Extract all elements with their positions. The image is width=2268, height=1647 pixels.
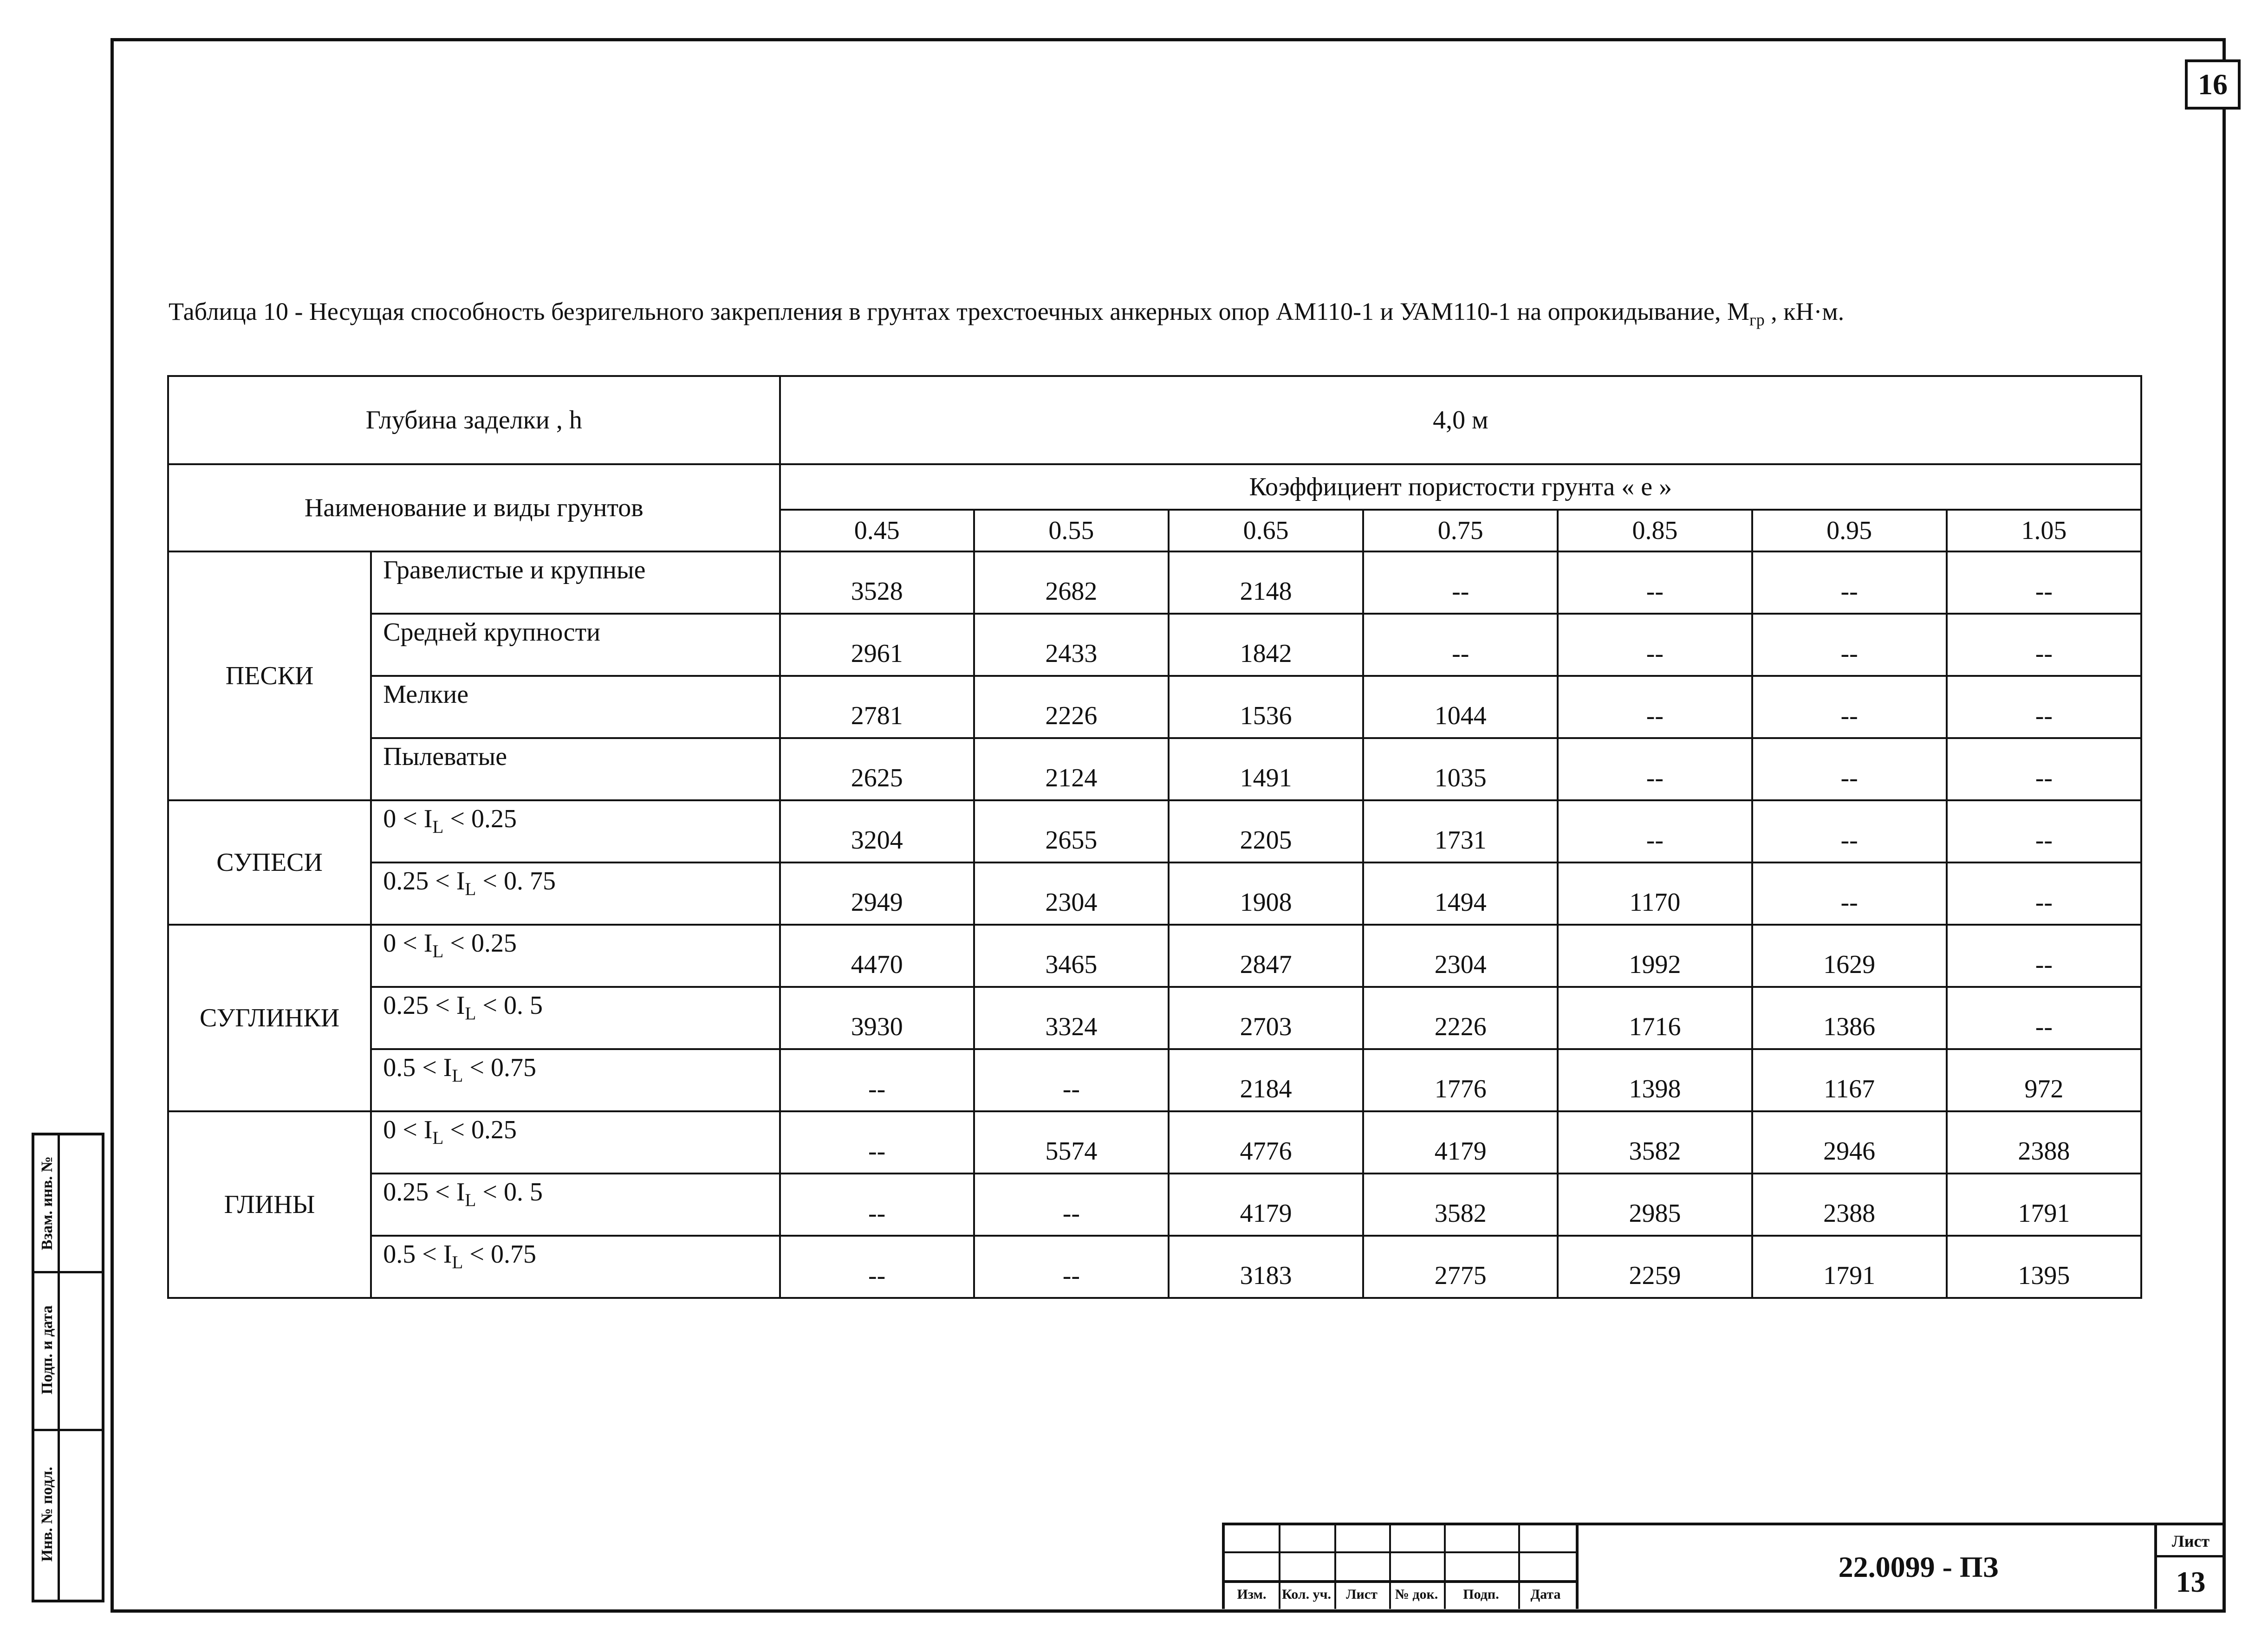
value-cell: 1386 [1752, 987, 1947, 1049]
caption-text: Таблица 10 - Несущая способность безригельного закрепления в грунтах трехстоечных анкерных опор АМ110-1 и УАМ110-1 на опрокидывание, М [169, 298, 1750, 325]
value-cell: 1398 [1558, 1049, 1752, 1111]
soil-type-label: Пылеватые [371, 738, 780, 800]
table-row [168, 551, 2141, 614]
qty-label: Кол. уч. [1281, 1587, 1332, 1602]
value-cell: -- [1752, 676, 1947, 738]
value-cell: -- [1752, 800, 1947, 862]
value-cell: -- [1947, 800, 2141, 862]
value-cell: -- [780, 1111, 974, 1174]
value-cell: 4179 [1363, 1111, 1558, 1174]
value-cell: -- [1558, 614, 1752, 676]
value-cell: 4776 [1169, 1111, 1363, 1174]
value-cell: 1791 [1947, 1174, 2141, 1236]
range-subscript: L [432, 817, 444, 837]
soil-group-name: СУГЛИНКИ [168, 925, 371, 1111]
value-cell: 2781 [780, 676, 974, 738]
value-cell: -- [1558, 738, 1752, 800]
sheet-box [2154, 1525, 2224, 1609]
value-cell: -- [1947, 925, 2141, 987]
table-row [168, 1236, 2141, 1298]
value-cell: 1791 [1752, 1236, 1947, 1298]
value-cell: -- [1752, 551, 1947, 614]
value-cell: 3582 [1363, 1174, 1558, 1236]
soil-type-label: Средней крупности [371, 614, 780, 676]
range-subscript: L [452, 1252, 463, 1273]
value-cell: 2847 [1169, 925, 1363, 987]
range-subscript: L [465, 879, 476, 900]
coef-cell: 0.85 [1558, 510, 1752, 551]
value-cell: -- [1752, 614, 1947, 676]
table-row [168, 1049, 2141, 1111]
value-cell: -- [1947, 987, 2141, 1049]
soil-type-label [371, 1111, 780, 1174]
value-cell: 1842 [1169, 614, 1363, 676]
soil-type-label: Мелкие [371, 676, 780, 738]
value-cell: 3324 [974, 987, 1169, 1049]
document-code: 22.0099 - ПЗ [1838, 1550, 1999, 1583]
value-cell: 5574 [974, 1111, 1169, 1174]
table-caption [169, 297, 1844, 330]
range-subscript: L [465, 1190, 476, 1211]
value-cell: 1044 [1363, 676, 1558, 738]
value-cell: -- [780, 1049, 974, 1111]
value-cell: 1395 [1947, 1236, 2141, 1298]
value-cell: -- [974, 1174, 1169, 1236]
range-prefix: 0 < I [383, 929, 433, 958]
value-cell: 2148 [1169, 551, 1363, 614]
value-cell: 3930 [780, 987, 974, 1049]
value-cell: -- [1363, 614, 1558, 676]
caption-subscript: гр [1749, 310, 1765, 329]
value-cell: 1629 [1752, 925, 1947, 987]
rev-label: Изм. [1237, 1587, 1267, 1602]
coef-cell: 0.55 [974, 510, 1169, 551]
soil-type-label [371, 862, 780, 925]
soil-group-name: ГЛИНЫ [168, 1111, 371, 1298]
value-cell: -- [1752, 862, 1947, 925]
range-subscript: L [465, 1004, 476, 1024]
value-cell: 2304 [1363, 925, 1558, 987]
value-cell: 1035 [1363, 738, 1558, 800]
value-cell: -- [1752, 738, 1947, 800]
value-cell: 2985 [1558, 1174, 1752, 1236]
range-prefix: 0.25 < I [383, 867, 465, 895]
table-row [168, 925, 2141, 987]
value-cell: 4470 [780, 925, 974, 987]
value-cell: 1992 [1558, 925, 1752, 987]
sheet-number: 13 [2176, 1565, 2206, 1598]
range-suffix: < 0.25 [443, 804, 517, 833]
value-cell: 2433 [974, 614, 1169, 676]
value-cell: 972 [1947, 1049, 2141, 1111]
table-row [168, 800, 2141, 862]
table-row [168, 676, 2141, 738]
value-cell: 1491 [1169, 738, 1363, 800]
signature-label: Подп. [1463, 1587, 1499, 1602]
grid-line [1225, 1551, 1576, 1553]
soil-type-label [371, 925, 780, 987]
table-row [168, 738, 2141, 800]
date-label: Дата [1530, 1587, 1561, 1602]
value-cell: 2304 [974, 862, 1169, 925]
value-cell: 2184 [1169, 1049, 1363, 1111]
range-suffix: < 0.75 [463, 1240, 536, 1269]
value-cell: 1776 [1363, 1049, 1558, 1111]
value-cell: 2949 [780, 862, 974, 925]
value-cell: -- [974, 1236, 1169, 1298]
value-cell: -- [1947, 551, 2141, 614]
value-cell: -- [780, 1174, 974, 1236]
soil-type-label [371, 987, 780, 1049]
revision-grid [1222, 1525, 1579, 1609]
depth-label: Глубина заделки , h [168, 376, 780, 464]
range-suffix: < 0. 5 [476, 991, 543, 1020]
value-cell: -- [1558, 800, 1752, 862]
soil-group-name: ПЕСКИ [168, 551, 371, 800]
sheet-col-label: Лист [1346, 1587, 1378, 1602]
value-cell: -- [1947, 614, 2141, 676]
value-cell: 1716 [1558, 987, 1752, 1049]
range-prefix: 0.25 < I [383, 991, 465, 1020]
soil-group-name: СУПЕСИ [168, 800, 371, 925]
coef-header-row [168, 464, 2141, 510]
coef-cell: 0.95 [1752, 510, 1947, 551]
value-cell: 4179 [1169, 1174, 1363, 1236]
table-row [168, 862, 2141, 925]
value-cell: 2703 [1169, 987, 1363, 1049]
coef-cell: 0.75 [1363, 510, 1558, 551]
sheet-label: Лист [2157, 1527, 2224, 1557]
original-inventory-label: Инв. № подл. [39, 1466, 56, 1562]
value-cell: 2775 [1363, 1236, 1558, 1298]
coef-header: Коэффициент пористости грунта « е » [780, 464, 2141, 510]
value-cell: 2961 [780, 614, 974, 676]
value-cell: 1170 [1558, 862, 1752, 925]
value-cell: 2682 [974, 551, 1169, 614]
value-cell: 3528 [780, 551, 974, 614]
range-suffix: < 0.25 [443, 1115, 517, 1144]
side-stamp [32, 1133, 104, 1602]
range-suffix: < 0.75 [463, 1053, 536, 1082]
value-cell: 1494 [1363, 862, 1558, 925]
soil-type-label [371, 1236, 780, 1298]
value-cell: 2388 [1947, 1111, 2141, 1174]
table-row [168, 1174, 2141, 1236]
value-cell: 2946 [1752, 1111, 1947, 1174]
value-cell: 2226 [1363, 987, 1558, 1049]
coef-cell: 0.65 [1169, 510, 1363, 551]
table-row [168, 614, 2141, 676]
value-cell: 3465 [974, 925, 1169, 987]
value-cell: -- [974, 1049, 1169, 1111]
value-cell: -- [1558, 551, 1752, 614]
value-cell: -- [1947, 676, 2141, 738]
value-cell: 2124 [974, 738, 1169, 800]
value-cell: 3582 [1558, 1111, 1752, 1174]
soil-type-label [371, 800, 780, 862]
signature-date-label: Подп. и дата [39, 1305, 56, 1394]
depth-row [168, 376, 2141, 464]
coef-cell: 1.05 [1947, 510, 2141, 551]
table-row [168, 1111, 2141, 1174]
range-suffix: < 0.25 [443, 929, 517, 958]
range-suffix: < 0. 75 [476, 867, 556, 895]
depth-value: 4,0 м [780, 376, 2141, 464]
value-cell: 2388 [1752, 1174, 1947, 1236]
doc-no-label: № док. [1395, 1587, 1438, 1602]
value-cell: -- [1947, 862, 2141, 925]
soil-type-label [371, 1174, 780, 1236]
range-suffix: < 0. 5 [476, 1178, 543, 1206]
table-row [168, 987, 2141, 1049]
replaced-inventory-label: Взам. инв. № [39, 1156, 56, 1251]
caption-units: , кН·м. [1764, 298, 1845, 325]
value-cell: -- [780, 1236, 974, 1298]
range-subscript: L [432, 941, 444, 962]
value-cell: 2625 [780, 738, 974, 800]
range-prefix: 0.5 < I [383, 1240, 452, 1269]
range-subscript: L [432, 1128, 444, 1148]
page-number: 16 [2185, 59, 2241, 110]
value-cell: 2259 [1558, 1236, 1752, 1298]
bearing-capacity-table [167, 375, 2142, 1299]
value-cell: 2655 [974, 800, 1169, 862]
range-prefix: 0 < I [383, 804, 433, 833]
value-cell: -- [1363, 551, 1558, 614]
range-prefix: 0 < I [383, 1115, 433, 1144]
value-cell: 2205 [1169, 800, 1363, 862]
value-cell: -- [1558, 676, 1752, 738]
value-cell: 1908 [1169, 862, 1363, 925]
range-prefix: 0.5 < I [383, 1053, 452, 1082]
value-cell: 1731 [1363, 800, 1558, 862]
soil-type-label: Гравелистые и крупные [371, 551, 780, 614]
range-prefix: 0.25 < I [383, 1178, 465, 1206]
value-cell: 1536 [1169, 676, 1363, 738]
soil-header: Наименование и виды грунтов [168, 464, 780, 551]
range-subscript: L [452, 1066, 463, 1086]
title-block [1222, 1523, 2223, 1609]
value-cell: 2226 [974, 676, 1169, 738]
coef-cell: 0.45 [780, 510, 974, 551]
value-cell: -- [1947, 738, 2141, 800]
soil-type-label [371, 1049, 780, 1111]
value-cell: 3204 [780, 800, 974, 862]
value-cell: 3183 [1169, 1236, 1363, 1298]
value-cell: 1167 [1752, 1049, 1947, 1111]
